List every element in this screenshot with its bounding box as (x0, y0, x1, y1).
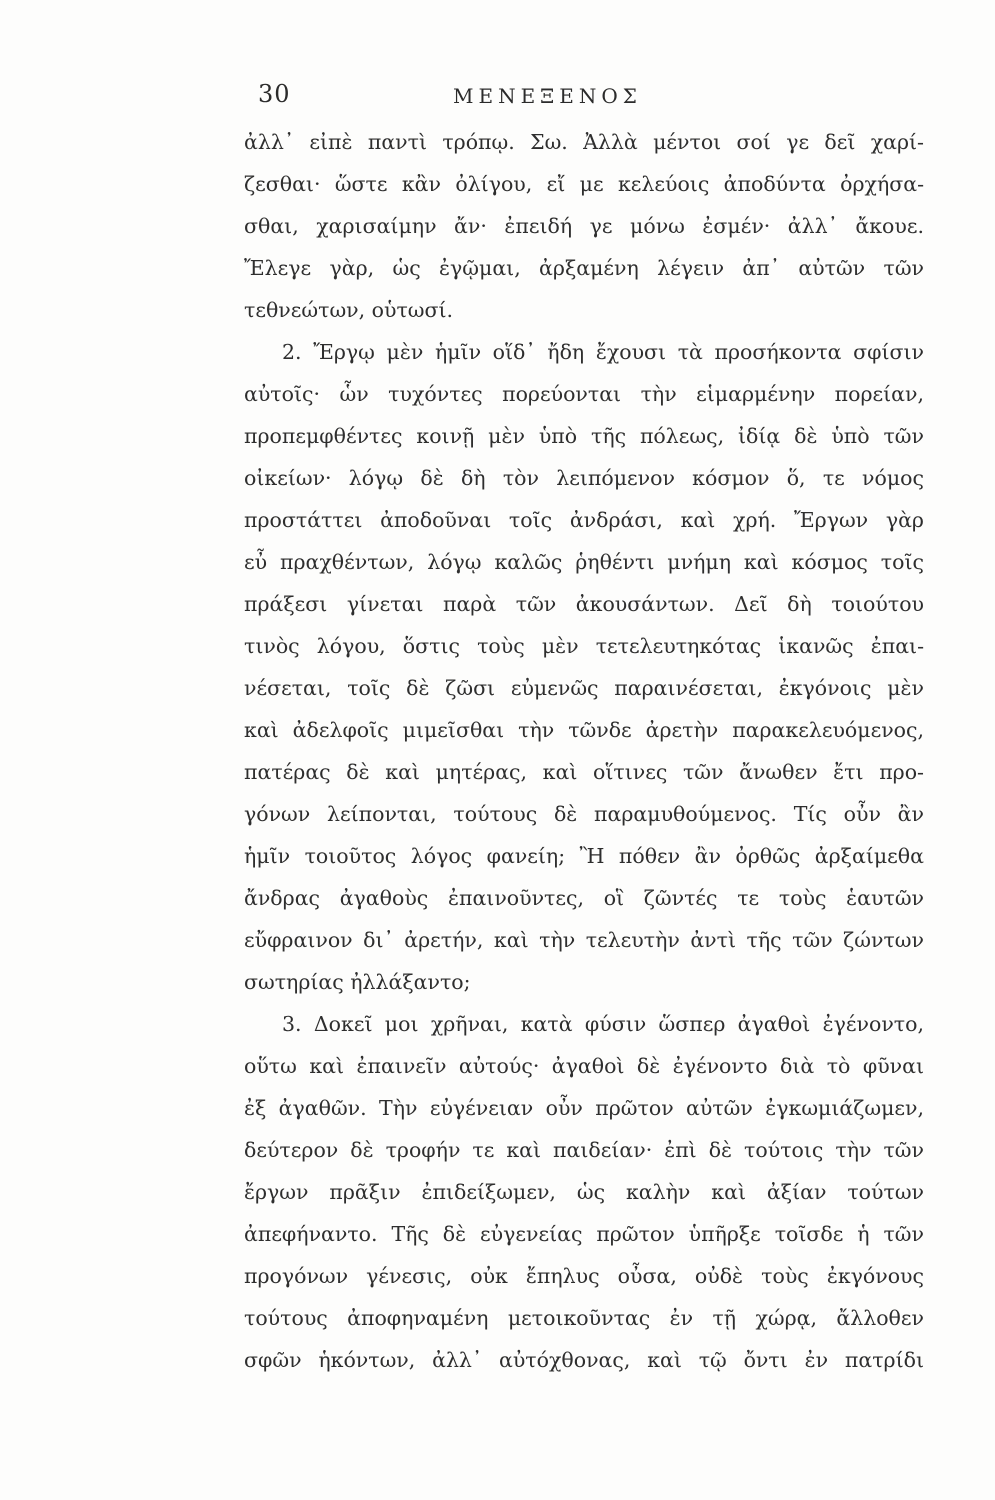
text-line: οὕτω καὶ ἐπαινεῖν αὐτούς· ἀγαθοὶ δὲ ἐγένοντο διὰ τὸ φῦναι (244, 1054, 924, 1078)
page-number: 30 (258, 80, 291, 108)
text-line: οἰκείων· λόγῳ δὲ δὴ τὸν λειπόμενον κόσμον ὅ, τε νόμος (244, 466, 924, 490)
text-line: εὖ πραχθέντων, λόγῳ καλῶς ῥηθέντι μνήμη καὶ κόσμος τοῖς (244, 550, 924, 574)
text-line: σφῶν ἡκόντων, ἀλλ᾽ αὐτόχθονας, καὶ τῷ ὄντι ἐν πατρίδι (244, 1348, 924, 1372)
text-line: δεύτερον δὲ τροφήν τε καὶ παιδείαν· ἐπὶ δὲ τούτοις τὴν τῶν (244, 1138, 924, 1162)
text-line: εὔφραινον δι᾽ ἀρετήν, καὶ τὴν τελευτὴν ἀντὶ τῆς τῶν ζώντων (244, 928, 924, 952)
text-line: τούτους ἀποφηναμένη μετοικοῦντας ἐν τῇ χώρᾳ, ἄλλοθεν (244, 1306, 924, 1330)
text-line: πατέρας δὲ καὶ μητέρας, καὶ οἵτινες τῶν ἄνωθεν ἔτι προ- (244, 760, 924, 784)
text-line: ἄνδρας ἀγαθοὺς ἐπαινοῦντες, οἳ ζῶντές τε τοὺς ἑαυτῶν (244, 886, 924, 910)
text-line: ἔργων πρᾶξιν ἐπιδείξωμεν, ὡς καλὴν καὶ ἀξίαν τούτων (244, 1180, 924, 1204)
body-text (244, 121, 924, 1381)
text-line: σωτηρίας ἠλλάξαντο; (244, 970, 471, 994)
text-line: ἐξ ἀγαθῶν. Τὴν εὐγένειαν οὖν πρῶτον αὐτῶν ἐγκωμιάζωμεν, (244, 1096, 924, 1120)
text-line: αὐτοῖς· ὧν τυχόντες πορεύονται τὴν εἱμαρμένην πορείαν, (244, 382, 924, 406)
text-line: προγόνων γένεσις, οὐκ ἔπηλυς οὖσα, οὐδὲ τοὺς ἐκγόνους (244, 1264, 924, 1288)
text-line: προστάττει ἀποδοῦναι τοῖς ἀνδράσι, καὶ χρή. Ἔργων γὰρ (244, 508, 924, 532)
text-line: 2. Ἔργῳ μὲν ἡμῖν οἵδ᾽ ἤδη ἔχουσι τὰ προσήκοντα σφίσιν (282, 340, 924, 364)
page-header (258, 80, 858, 114)
text-line: γόνων λείπονται, τούτους δὲ παραμυθούμενος. Τίς οὖν ἂν (244, 802, 924, 826)
text-line: τινὸς λόγου, ὅστις τοὺς μὲν τετελευτηκότας ἱκανῶς ἐπαι- (244, 634, 924, 658)
text-line: ζεσθαι· ὥστε κἂν ὀλίγου, εἴ με κελεύοις ἀποδύντα ὀρχήσα- (244, 172, 924, 196)
text-line: σθαι, χαρισαίμην ἄν· ἐπειδή γε μόνω ἐσμέν· ἀλλ᾽ ἄκουε. (244, 214, 924, 238)
text-line: καὶ ἀδελφοῖς μιμεῖσθαι τὴν τῶνδε ἀρετὴν παρακελευόμενος, (244, 718, 924, 742)
text-line: ἀπεφήναντο. Τῆς δὲ εὐγενείας πρῶτον ὑπῆρξε τοῖσδε ἡ τῶν (244, 1222, 924, 1246)
text-line: νέσεται, τοῖς δὲ ζῶσι εὐμενῶς παραινέσεται, ἐκγόνοις μὲν (244, 676, 924, 700)
text-line: Ἔλεγε γὰρ, ὡς ἐγῷμαι, ἀρξαμένη λέγειν ἀπ᾽ αὐτῶν τῶν (244, 256, 924, 280)
text-line: προπεμφθέντες κοινῇ μὲν ὑπὸ τῆς πόλεως, ἰδίᾳ δὲ ὑπὸ τῶν (244, 424, 924, 448)
text-line: τεθνεώτων, οὑτωσί. (244, 298, 454, 322)
text-line: 3. Δοκεῖ μοι χρῆναι, κατὰ φύσιν ὥσπερ ἀγαθοὶ ἐγένοντο, (282, 1012, 924, 1036)
text-line: πράξεσι γίνεται παρὰ τῶν ἀκουσάντων. Δεῖ δὴ τοιούτου (244, 592, 924, 616)
text-line: ἡμῖν τοιοῦτος λόγος φανείη; Ἢ πόθεν ἂν ὀρθῶς ἀρξαίμεθα (244, 844, 924, 868)
text-line: ἀλλ᾽ εἰπὲ παντὶ τρόπῳ. Σω. Ἀλλὰ μέντοι σοί γε δεῖ χαρί- (244, 130, 924, 154)
running-title: ΜΕΝΕΞΕΝΟΣ (453, 84, 642, 108)
